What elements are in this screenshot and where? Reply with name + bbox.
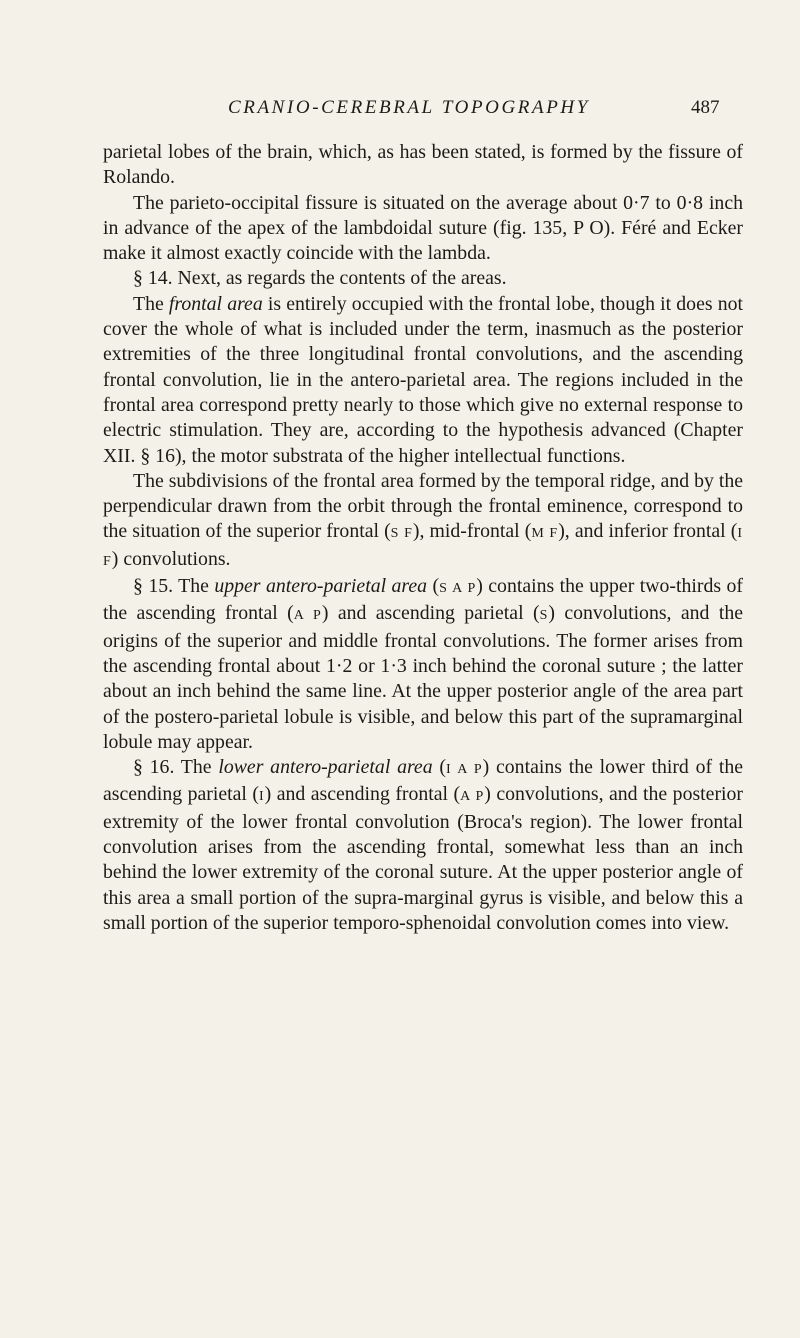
paragraph-7-text-b: ) contains the lower third of the ascending parietal ( xyxy=(103,756,744,806)
paragraph-3: § 14. Next, as regards the contents of the areas. xyxy=(133,267,507,290)
paragraph-6-text-d: ) convolutions, and the origins of the superior and middle frontal convolutions. The former arises from the ascending frontal about 1·2 or 1·3 inch behind the coronal suture ; the latter about an inch behind the same line. At the upper posterior angle of the area part of the postero-parietal lobule is visible, and below this part of the supramarginal lobule may appear. xyxy=(103,602,744,753)
paragraph-4 xyxy=(103,292,743,469)
paragraph-7-lead: § 16. The xyxy=(133,756,212,779)
paragraph-4-text: is entirely occupied with the frontal lobe, though it does not cover the whole of what is included under the term, inasmuch as the posterior extremities of the three longitudinal frontal convolutions, and the ascending frontal convolution, lie in the antero-parietal area. The regions included in the frontal area correspond pretty nearly to those which give no external response to electric stimulation. They are, according to the hypothesis advanced (Chapter XII. § 16), the motor substrata of the higher intellectual functions. xyxy=(103,292,743,467)
term-frontal-area: frontal area xyxy=(168,292,263,315)
paragraph-6-text-c: ) and ascending parietal ( xyxy=(321,602,540,625)
paragraph-5 xyxy=(103,469,743,574)
paragraph-5-text-c: ), and inferior frontal ( xyxy=(558,520,738,543)
abbr-superior-frontal: S F xyxy=(390,526,413,542)
running-title: CRANIO-CEREBRAL TOPOGRAPHY xyxy=(228,97,590,118)
abbr-mid-frontal: M F xyxy=(531,526,559,542)
paragraph-6-text-b: ) contains the upper two-thirds of the ascending frontal ( xyxy=(103,575,743,625)
paragraph-7-text-d: ) convolutions, and the posterior extremity of the lower frontal convolution (Broca's region). The lower frontal convolution arises from the ascending frontal, somewhat less than an inch behind the lower extremity of the coronal suture. At the upper posterior angle of this area a small portion of the supra-marginal gyrus is visible, and below this a small portion of the superior temporo-sphenoidal convolution comes into view. xyxy=(103,783,744,934)
body-text xyxy=(103,140,743,936)
abbr-ap: A P xyxy=(293,608,322,624)
paragraph-6-lead: § 15. The xyxy=(133,575,209,598)
abbr-sap: S A P xyxy=(439,581,477,597)
paragraph-4-lead: The xyxy=(133,292,164,315)
term-lower-antero-parietal-area: lower antero-parietal area xyxy=(218,756,433,779)
paragraph-2: The parieto-occipital fissure is situated on the average about 0·7 to 0·8 inch in advance of the apex of the lambdoidal suture (fig. 135, P O). Féré and Ecker make it almost exactly coincide with the lambda. xyxy=(103,191,743,265)
abbr-iap: I A P xyxy=(445,762,483,778)
paragraph-6-text-a: ( xyxy=(432,575,440,598)
paragraph-1: parietal lobes of the brain, which, as has been stated, is formed by the fissure of Rolando. xyxy=(103,141,743,189)
paragraph-5-text-d: ) convolutions. xyxy=(111,547,231,570)
term-upper-antero-parietal-area: upper antero-parietal area xyxy=(214,575,428,598)
abbr-i: I xyxy=(258,789,265,805)
paragraph-7 xyxy=(103,755,743,936)
abbr-ap-2: A P xyxy=(460,789,485,805)
paragraph-5-text-b: ), mid-frontal ( xyxy=(412,520,532,543)
paragraph-6 xyxy=(103,574,743,755)
abbr-inferior-frontal: I F xyxy=(103,526,743,569)
page-header xyxy=(0,97,800,127)
page-number: 487 xyxy=(691,97,720,118)
paragraph-7-text-a: ( xyxy=(439,756,446,779)
abbr-s: S xyxy=(539,608,549,624)
paragraph-5-text-a: The subdivisions of the frontal area formed by the temporal ridge, and by the perpendicular drawn from the orbit through the frontal eminence, correspond to the situation of the superior frontal ( xyxy=(103,469,743,543)
paragraph-7-text-c: ) and ascending frontal ( xyxy=(264,783,461,806)
